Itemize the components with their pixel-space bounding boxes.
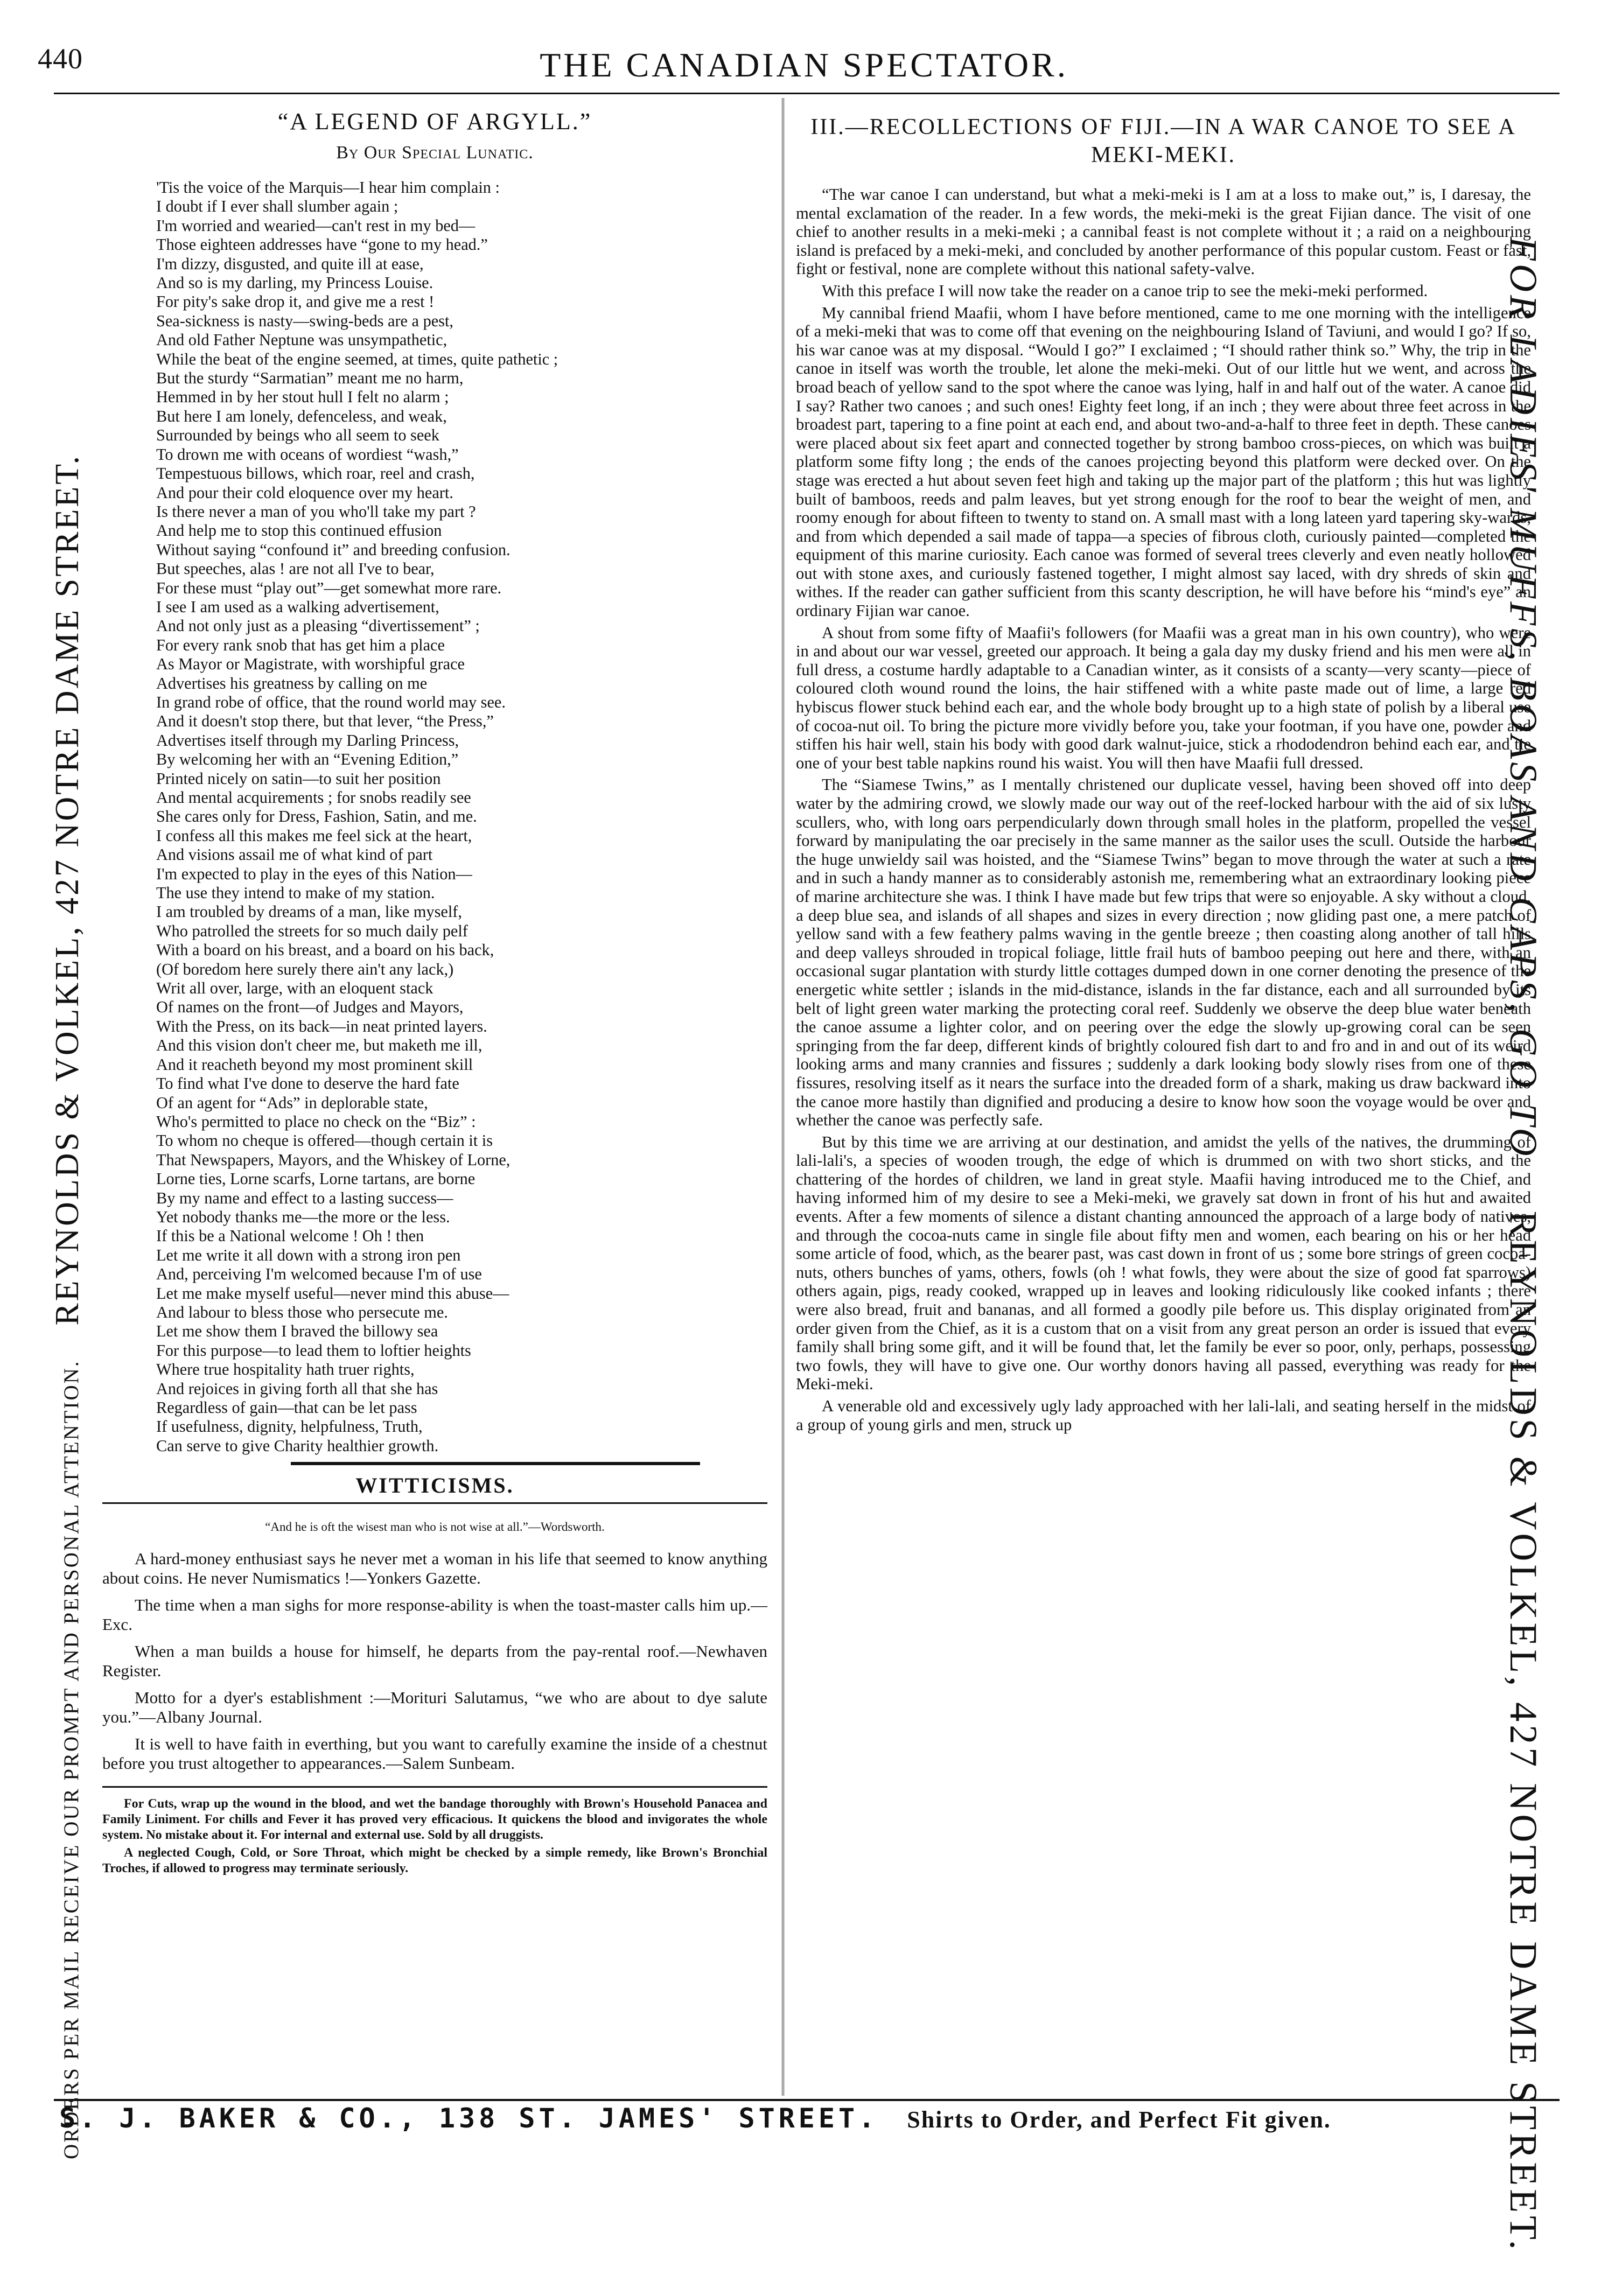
poem-line: I'm worried and wearied—can't rest in my bed— [156, 216, 476, 235]
column-divider [782, 98, 784, 2096]
poem-title: “A LEGEND OF ARGYLL.” [277, 108, 592, 135]
poem-line: Advertises itself through my Darling Princess, [156, 731, 459, 750]
article-paragraph: With this preface I will now take the reader on a canoe trip to see the meki-meki performed. [822, 281, 1428, 300]
poem-line: Of names on the front—of Judges and Mayors, [156, 998, 464, 1017]
poem-line: But the sturdy “Sarmatian” meant me no harm, [156, 369, 464, 388]
poem-line: Who's permitted to place no check on the “Biz” : [156, 1112, 476, 1131]
right-column [796, 102, 1531, 1437]
notices-box [102, 1786, 767, 1877]
page-number: 440 [38, 43, 83, 75]
poem-line: Advertises his greatness by calling on me [156, 674, 428, 692]
masthead: THE CANADIAN SPECTATOR. [540, 46, 1068, 84]
poem-line: If usefulness, dignity, helpfulness, Truth, [156, 1417, 423, 1436]
poem-line: Without saying “confound it” and breeding confusion. [156, 540, 511, 559]
poem-line: She cares only for Dress, Fashion, Satin, and me. [156, 807, 477, 826]
poem-line: And rejoices in giving forth all that she has [156, 1379, 438, 1398]
witticism: The time when a man sighs for more response-ability is when the toast-master calls him up.—Exc. [102, 1595, 767, 1634]
witticisms-title: WITTICISMS. [355, 1473, 514, 1498]
side-right-lead: FOR LADIES' MUFFS, BOAS AND CAPS, GO TO [1502, 237, 1545, 1159]
poem-line: But speeches, alas ! are not all I've to bear, [156, 559, 435, 578]
poem-line: In grand robe of office, that the round world may see. [156, 692, 506, 711]
article-paragraph: A venerable old and excessively ugly lady approached with her lali-lali, and seating herself in the midst of a group of young girls and men, struck up [796, 1397, 1531, 1434]
poem-line: Where true hospitality hath truer rights, [156, 1360, 415, 1379]
poem-line: And, perceiving I'm welcomed because I'm of use [156, 1265, 482, 1284]
poem-line: With a board on his breast, and a board on his back, [156, 941, 494, 960]
poem-line: By my name and effect to a lasting success— [156, 1188, 453, 1207]
poem-line: Regardless of gain—that can be let pass [156, 1398, 417, 1417]
poem-line: And visions assail me of what kind of part [156, 845, 433, 864]
poem-line: I am troubled by dreams of a man, like myself, [156, 902, 462, 921]
poem-line: I doubt if I ever shall slumber again ; [156, 197, 398, 216]
article-paragraph: “The war canoe I can understand, but what a meki-meki is I am at a loss to make out,” is, I daresay, the mental exclamation of the reader. In a few words, the meki-meki is the great Fijian dance. The visit of one chief to another results in a meki-meki ; a cannibal feast is not complete without it ; a raid on a neighbouring island is prefaced by a meki-meki, and concluded by another performance of this popular custom. Feast or fast, fight or festival, none are complete without this national safety-valve. [796, 185, 1531, 278]
poem-line: I confess all this makes me feel sick at the heart, [156, 826, 472, 845]
section-rule [102, 1502, 767, 1504]
poem-line: For this purpose—to lead them to loftier heights [156, 1341, 471, 1360]
witticisms-list [102, 1549, 767, 1773]
poem-line: And not only just as a pleasing “divertissement” ; [156, 617, 480, 635]
left-column [102, 102, 767, 1879]
poem-line: Hemmed in by her stout hull I felt no alarm ; [156, 388, 449, 407]
notice-paragraph: For Cuts, wrap up the wound in the blood, and wet the bandage thoroughly with Brown's Household Panacea and Family Liniment. For chills and Fever it has proved very efficacious. It quickens the blood and invigorates the whole system. No mistake about it. For internal and external use. Sold by all druggists. [102, 1797, 767, 1843]
header-rule [54, 93, 1560, 94]
article-body [796, 185, 1531, 1434]
poem-line: To find what I've done to deserve the hard fate [156, 1074, 459, 1093]
poem-line: But here I am lonely, defenceless, and weak, [156, 407, 447, 425]
poem-line: And old Father Neptune was unsympathetic, [156, 331, 448, 349]
poem-line: 'Tis the voice of the Marquis—I hear him complain : [156, 178, 500, 197]
poem-line: For these must “play out”—get somewhat more rare. [156, 578, 502, 597]
notice-paragraph: A neglected Cough, Cold, or Sore Throat, which might be checked by a simple remedy, like Brown's Bronchial Troches, if allowed to progress may terminate seriously. [102, 1846, 767, 1876]
poem-line: While the beat of the engine seemed, at times, quite pathetic ; [156, 349, 558, 368]
footer-advert [59, 2103, 1556, 2134]
poem-line: Sea-sickness is nasty—swing-beds are a pest, [156, 311, 453, 330]
poem-line: And mental acquirements ; for snobs readily see [156, 788, 471, 807]
footer-advert-name: S. J. BAKER & CO., 138 ST. JAMES' STREET. [59, 2103, 879, 2134]
poem-line: And help me to stop this continued effusion [156, 521, 442, 540]
witticism: It is well to have faith in everthing, but you want to carefully examine the inside of a chestnut before you trust altogether to appearances.—Salem Sunbeam. [102, 1734, 767, 1773]
side-advert-left [48, 118, 87, 2159]
poem-line: Tempestuous billows, which roar, reel and crash, [156, 464, 475, 483]
witticism: A hard-money enthusiast says he never met a woman in his life that seemed to know anything about coins. He never Numismatics !—Yonkers Gazette. [102, 1549, 767, 1588]
poem-byline: By Our Special Lunatic. [336, 143, 534, 163]
poem-line: (Of boredom here surely there ain't any lack,) [156, 960, 454, 978]
poem-line: Lorne ties, Lorne scarfs, Lorne tartans, are borne [156, 1170, 476, 1188]
poem-line: And it doesn't stop there, but that lever, “the Press,” [156, 712, 494, 731]
poem-body [102, 178, 767, 1455]
poem-line: And labour to bless those who persecute me. [156, 1303, 448, 1321]
poem-line: To drown me with oceans of wordiest “wash,” [156, 445, 459, 464]
poem-line: To whom no cheque is offered—though certain it is [156, 1131, 493, 1150]
poem-line: With the Press, on its back—in neat printed layers. [156, 1017, 487, 1035]
poem-line: I'm dizzy, disgusted, and quite ill at ease, [156, 254, 424, 273]
article-paragraph: But by this time we are arriving at our destination, and amidst the yells of the natives, the drumming of lali-lali's, a species of wooden trough, the edge of which is drummed on with two short sticks, and the chattering of the hordes of children, we land in great style. Maafii having introduced me to the Chief, and having informed him of my desire to see a Meki-meki, we gravely sat down in front of his hut and awaited events. After a few moments of silence a distant chanting announced the approach of a large body of natives, and through the cocoa-nuts came in single file about fifty men and women, each bearing on his or her head some article of food, which, as the bearer past, was cast down in front of us ; some bore strings of green cocoa-nuts, others bunches of yams, others, fowls (oh ! what fowls, they were about the size of good fat sparrows) others again, pigs, ready cooked, wrapped up in leaves and looking ridiculously like cooked infants ; there were also bread, fruit and bananas, and all formed a goodly pile before us. This display originated from an order given from the Chief, as it is a custom that on a visit from any great person an order is issued that every family shall bring some gift, and it will be found that, let the family be ever so poor, only, perhaps, possessing two fowls, they will have to give one. Our worthy donors having all passed, everything was ready for the Meki-meki. [796, 1132, 1531, 1394]
poem-line: By welcoming her with an “Evening Edition,” [156, 750, 459, 769]
poem-line: Yet nobody thanks me—the more or the less. [156, 1207, 450, 1226]
poem-line: Can serve to give Charity healthier growth. [156, 1436, 439, 1455]
poem-line: Let me write it all down with a strong iron pen [156, 1245, 461, 1264]
footer-rule [54, 2099, 1560, 2101]
article-paragraph: My cannibal friend Maafii, whom I have before mentioned, came to me one morning with the intelligence of a meki-meki that was to come off that evening on the neighbouring Island of Taviuni, and would I go? If so, his war canoe was at my disposal. “Would I go?” I exclaimed ; “I should rather think so.” Why, the trip in the canoe in itself was worth the trouble, let alone the meki-meki. Out of our little hut we went, and across the broad beach of yellow sand to the spot where the canoe was lying, half in and half out of the water. A canoe did I say? Rather two canoes ; and such ones! Eighty feet long, if an inch ; they were about three feet across in the broadest part, tapering to a fine point at each end, and about two-and-a-half to three feet in depth. These canoes were placed about six feet apart and connected together by strong bamboo cross-pieces, on which was built a platform some fifty long ; the ends of the canoes projecting beyond this platform were decked over. On the stage was erected a hut about seven feet high and taking up the major part of the platform ; this hut was lightly built of bamboos, reeds and palm leaves, but yet strong enough for the roof to bear the weight of men, and roomy enough for about fifteen to twenty to stand on. A small mast with a long lateen yard tapering sky-wards, and from which depended a sail made of tappa—a species of fibrous cloth, curiously painted—completed the equipment of this marine curiosity. Each canoe was formed of several trees cleverly and even neatly hollowed out with stone axes, and curiously fastened together, I might almost say laced, with dry shreds of skin and withes. If the reader can gather sufficient from this scanty description, he will have before his “mind's eye” an ordinary Fijian war canoe. [796, 303, 1531, 620]
witticisms-epigraph: “And he is oft the wisest man who is not wise at all.”—Wordsworth. [265, 1520, 605, 1534]
poem-line: Those eighteen addresses have “gone to my head.” [156, 235, 488, 254]
poem-line: For every rank snob that has get him a place [156, 635, 445, 654]
article-paragraph: A shout from some fifty of Maafii's followers (for Maafii was a great man in his own country), who were in and about our war vessel, greeted our approach. It being a gala day my dusky friend and his men were all in full dress, a costume hardly adaptable to a Canadian winter, as it consists of a scanty—very scanty—piece of coloured cloth wound round the loins, the hair stiffened with a white paste made out of lime, a large red hybiscus flower stuck behind each ear, and the whole body brought up to a high state of polish by a liberal use of cocoa-nut oil. To bring the picture more vividly before you, take your footman, if you have one, powder and stiffen his hair well, stain his body with good dark walnut-juice, stick a rhododendron behind each ear, and tie one of your best table napkins round his waist. You will then have Maafii full dressed. [796, 623, 1531, 772]
poem-line: For pity's sake drop it, and give me a rest ! [156, 292, 435, 311]
poem-line: And pour their cold eloquence over my heart. [156, 483, 453, 502]
side-left-text: ORDERS PER MAIL RECEIVE OUR PROMPT AND PERSONAL ATTENTION. [60, 1360, 83, 2159]
poem-line: And it reacheth beyond my most prominent skill [156, 1055, 473, 1074]
footer-tagline: Shirts to Order, and Perfect Fit given. [907, 2106, 1331, 2133]
poem-line: Of an agent for “Ads” in deplorable state, [156, 1093, 428, 1112]
poem-line: Let me make myself useful—never mind this abuse— [156, 1284, 509, 1303]
poem-line: Is there never a man of you who'll take my part ? [156, 502, 476, 521]
poem-line: Printed nicely on satin—to suit her position [156, 769, 441, 788]
witticism: When a man builds a house for himself, he departs from the pay-rental roof.—Newhaven Register. [102, 1642, 767, 1681]
poem-line: As Mayor or Magistrate, with worshipful grace [156, 655, 465, 674]
poem-line: If this be a National welcome ! Oh ! then [156, 1227, 424, 1245]
side-right-name: REYNOLDS & VOLKEL, 427 NOTRE DAME STREET. [1502, 1210, 1545, 2253]
witticism: Motto for a dyer's establishment :—Morituri Salutamus, “we who are about to dye salute you.”—Albany Journal. [102, 1688, 767, 1727]
article-paragraph: The “Siamese Twins,” as I mentally christened our duplicate vessel, having been shoved off into deep water by the admiring crowd, we slowly made our way out of the reef-locked harbour with the aid of six lusty scullers, who, with long oars perpendicularly down through small holes in the platform, propelled the vessel forward by manipulating the oar precisely in the same manner as the sailor uses the scull. Outside the harbour the huge unwieldy sail was hoisted, and the “Siamese Twins” began to move through the water at such a rate and in such a handy manner as to considerably astonish me, remembering what an extraordinary looking piece of marine architecture she was. I think I have made but few trips that were so enjoyable. A sky without a cloud, a deep blue sea, and islands of all shapes and sizes in every direction ; now gliding past one, a mere patch of yellow sand with a few feathery palms waving in the gentle breeze ; then coasting along another of tall hills and deep valleys shrouded in tropical foliage, little frail huts of bamboo peeping out here and there, with an occasional sugar plantation with sturdy little cottages dumped down in one corner denoting the presence of the energetic white settler ; islands in the mid-distance, islands in the far distance, each and all surrounded by its belt of light green water marking the protecting coral reef. Suddenly we observe the deep blue water beneath the canoe assume a lighter color, and on peering over the edge the slowly up-growing coral can be seen springing from the far deep, different kinds of brightly coloured fish dart to and fro and in and out of its weird looking arms and many crannies and fissures ; suddenly a dark looking body slowly rises from one of these fissures, resolving itself as it nears the surface into the dreaded form of a shark, making us draw backward into the canoe more hastily than dignified and producing a desire to know how soon the voyage would be over and whether the canoe was perfectly safe. [796, 775, 1531, 1130]
poem-line: Surrounded by beings who all seem to seek [156, 426, 439, 445]
poem-line: And so is my darling, my Princess Louise. [156, 274, 434, 292]
section-rule [291, 1462, 700, 1465]
poem-line: I see I am used as a walking advertisement, [156, 597, 439, 616]
article-title: III.—RECOLLECTIONS OF FIJI.—IN A WAR CANOE TO SEE A MEKI-MEKI. [810, 115, 1516, 167]
poem-line: I'm expected to play in the eyes of this Nation— [156, 864, 472, 883]
poem-line: And this vision don't cheer me, but maketh me ill, [156, 1036, 483, 1055]
side-left-name: REYNOLDS & VOLKEL, 427 NOTRE DAME STREET. [49, 454, 86, 1326]
poem-line: Writ all over, large, with an eloquent stack [156, 979, 434, 998]
poem-line: That Newspapers, Mayors, and the Whiskey of Lorne, [156, 1150, 511, 1169]
poem-line: The use they intend to make of my station. [156, 884, 435, 902]
poem-line: Let me show them I braved the billowy sea [156, 1322, 438, 1341]
poem-line: Who patrolled the streets for so much daily pelf [156, 921, 468, 940]
